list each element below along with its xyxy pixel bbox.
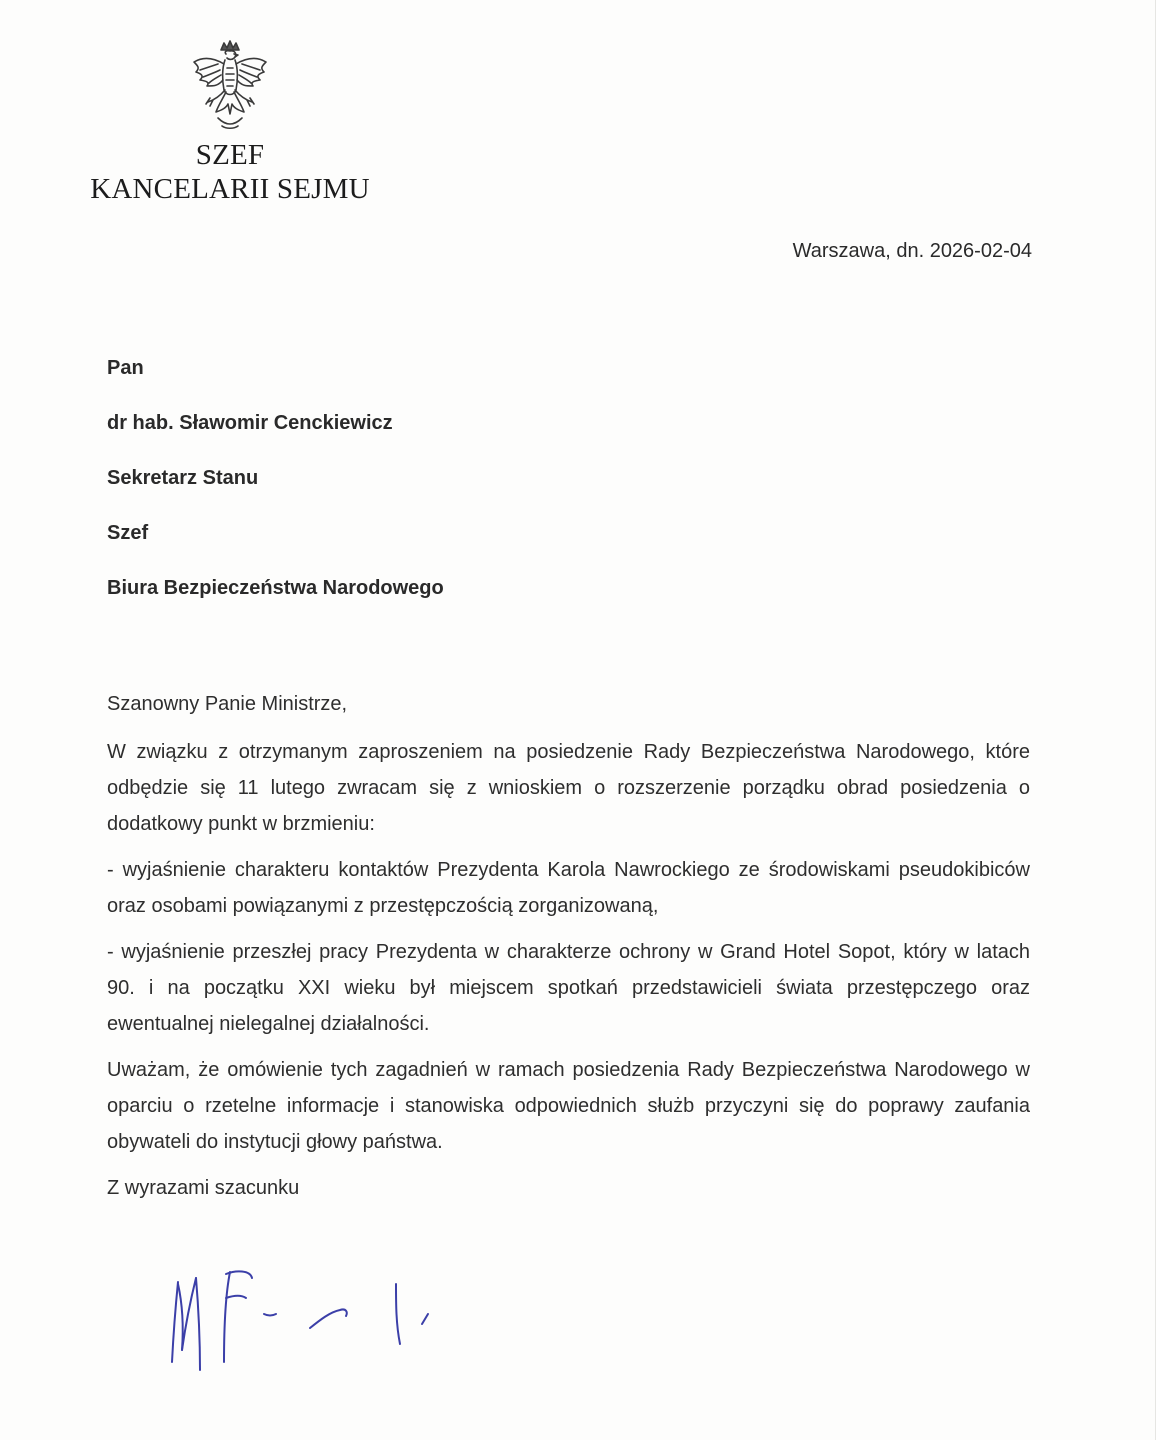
salutation: Szanowny Panie Ministrze, — [107, 693, 348, 715]
office-title-line1: SZEF — [195, 139, 265, 171]
closing: Z wyrazami szacunku — [107, 1177, 300, 1199]
polish-eagle-emblem-icon — [188, 40, 272, 132]
bullet-point-1: - wyjaśnienie charakteru kontaktów Prezydenta Karola Nawrockiego ze środowiskami pseudokibiców oraz osobami powiązanymi z przestępczością zorganizowaną, — [107, 859, 1030, 917]
recipient-line-pan: Pan — [107, 357, 144, 379]
recipient-line-role: Szef — [107, 522, 149, 544]
place-date: Warszawa, dn. 2026-02-04 — [792, 240, 1032, 262]
recipient-block — [107, 356, 444, 631]
paragraph-justification: Uważam, że omówienie tych zagadnień w ramach posiedzenia Rady Bezpieczeństwa Narodowego w oparciu o rzetelne informacje i stanowiska odpowiednich służb przyczyni się do poprawy zaufania obywateli do instytucji głowy państwa. — [107, 1059, 1030, 1153]
office-title-line2: KANCELARII SEJMU — [90, 173, 370, 205]
bullet-point-2: - wyjaśnienie przeszłej pracy Prezydenta w charakterze ochrony w Grand Hotel Sopot, który w latach 90. i na początku XXI wieku był miejscem spotkań przedstawicieli świata przestępczego oraz ewentualnej nielegalnej działalności. — [107, 941, 1030, 1035]
letter-body — [107, 686, 1030, 1216]
recipient-line-office: Biura Bezpieczeństwa Narodowego — [107, 577, 444, 599]
paragraph-request: W związku z otrzymanym zaproszeniem na posiedzenie Rady Bezpieczeństwa Narodowego, które odbędzie się 11 lutego zwracam się z wnioskiem o rozszerzenie porządku obrad posiedzenia o dodatkowy punkt w brzmieniu: — [107, 741, 1030, 835]
recipient-line-name: dr hab. Sławomir Cenckiewicz — [107, 412, 393, 434]
office-title — [60, 138, 400, 206]
recipient-line-title: Sekretarz Stanu — [107, 467, 259, 489]
handwritten-signature — [160, 1262, 450, 1372]
